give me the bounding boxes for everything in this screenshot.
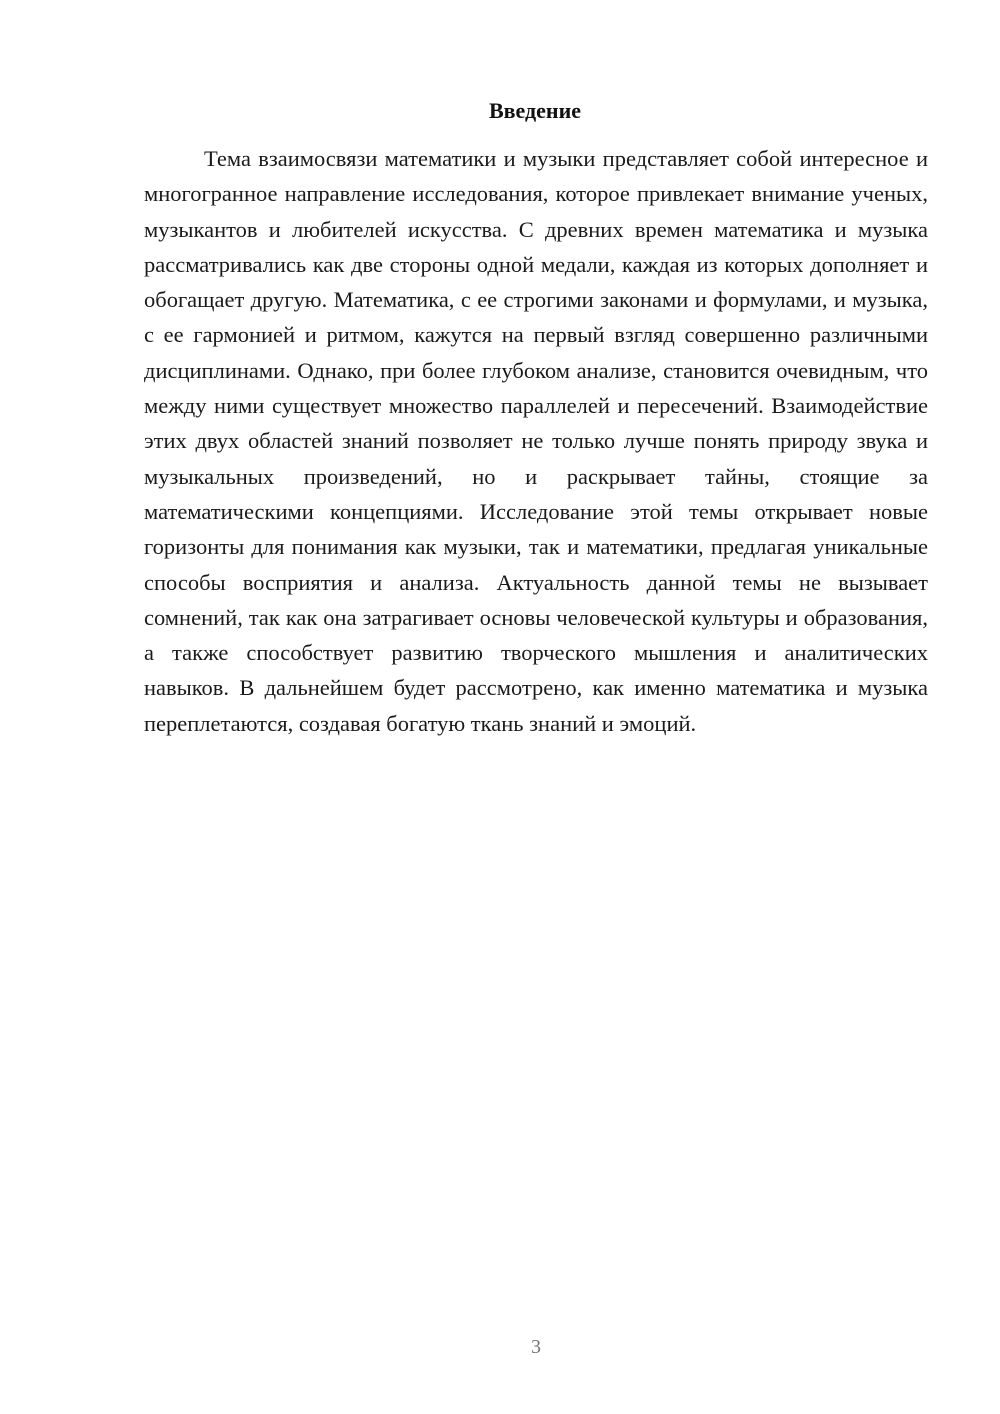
page-number: 3 bbox=[531, 1336, 541, 1358]
section-heading: Введение bbox=[488, 98, 582, 123]
intro-paragraph: Тема взаимосвязи математики и музыки представляет собой интересное и многогранное направление исследования, которое привлекает внимание ученых, музыкантов и любителей искусства. С древних времен математика и музыка рассматривались как две стороны одной медали, каждая из которых дополняет и обогащает другую. Математика, с ее строгими законами и формулами, и музыка, с ее гармонией и ритмом, кажутся на первый взгляд совершенно различными дисциплинами. Однако, при более глубоком анализе, становится очевидным, что между ними существует множество параллелей и пересечений. Взаимодействие этих двух областей знаний позволяет не только лучше понять природу звука и музыкальных произведений, но и раскрывает тайны, стоящие за математическими концепциями. Исследование этой темы открывает новые горизонты для понимания как музыки, так и математики, предлагая уникальные способы восприятия и анализа. Актуальность данной темы не вызывает сомнений, так как она затрагивает основы человеческой культуры и образования, а также способствует развитию творческого мышления и аналитических навыков. В дальнейшем будет рассмотрено, как именно математика и музыка переплетаются, создавая богатую ткань знаний и эмоций. bbox=[144, 146, 928, 736]
